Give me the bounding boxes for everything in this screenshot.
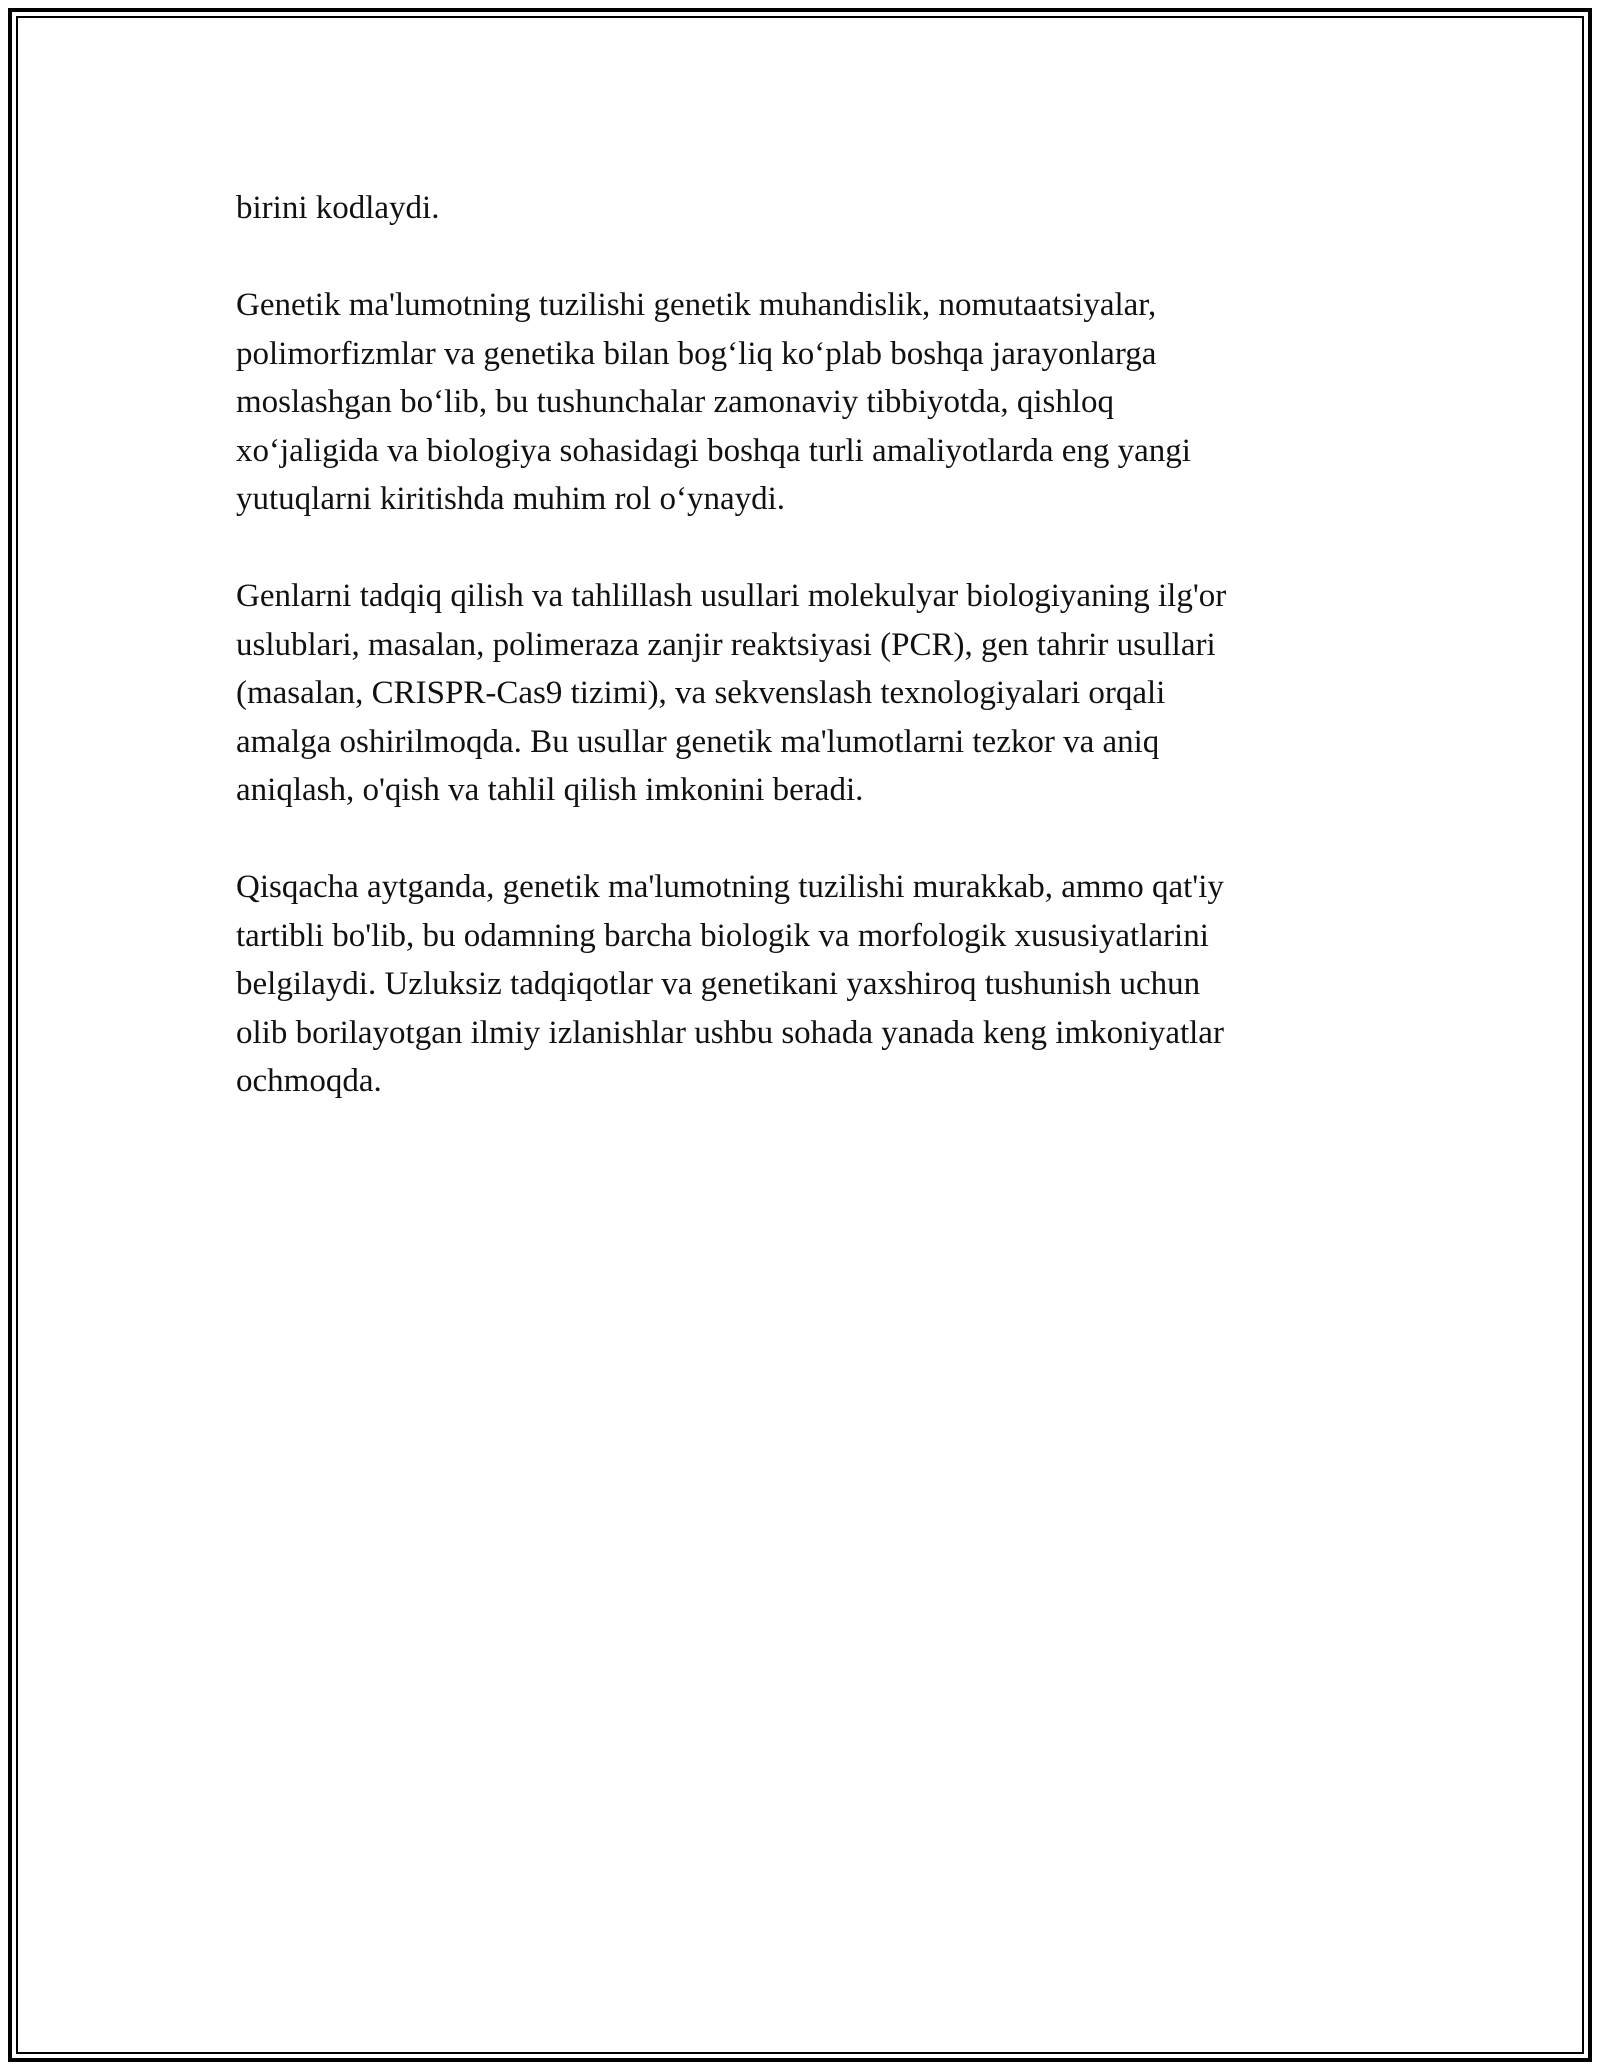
text-line: birini kodlaydi.: [236, 190, 440, 226]
text-line: Genetik ma'lumotning tuzilishi genetik muhandislik, nomutaatsiyalar,: [236, 287, 1157, 323]
paragraph-continuation: [236, 184, 1376, 233]
text-line: polimorfizmlar va genetika bilan bog‘liq ko‘plab boshqa jarayonlarga: [236, 335, 1157, 372]
text-line: xo‘jaligida va biologiya sohasidagi boshqa turli amaliyotlarda eng yangi: [236, 432, 1191, 469]
paragraph-summary: [236, 863, 1376, 1106]
document-body: [236, 184, 1376, 1154]
text-line: (masalan, CRISPR-Cas9 tizimi), va sekvenslash texnologiyalari orqali: [236, 675, 1166, 711]
text-line: uslublari, masalan, polimeraza zanjir reaktsiyasi (PCR), gen tahrir usullari: [236, 626, 1216, 663]
text-line: olib borilayotgan ilmiy izlanishlar ushbu sohada yanada keng imkoniyatlar: [236, 1014, 1224, 1051]
text-line: yutuqlarni kiritishda muhim rol o‘ynaydi.: [236, 481, 786, 517]
text-line: Genlarni tadqiq qilish va tahlillash usullari molekulyar biologiyaning ilg'or: [236, 578, 1227, 614]
text-line: aniqlash, o'qish va tahlil qilish imkonini beradi.: [236, 772, 864, 808]
text-line: tartibli bo'lib, bu odamning barcha biologik va morfologik xususiyatlarini: [236, 917, 1209, 954]
text-line: belgilaydi. Uzluksiz tadqiqotlar va genetikani yaxshiroq tushunish uchun: [236, 966, 1201, 1002]
text-line: ochmoqda.: [236, 1063, 382, 1099]
text-line: Qisqacha aytganda, genetik ma'lumotning tuzilishi murakkab, ammo qat'iy: [236, 869, 1224, 905]
text-line: moslashgan bo‘lib, bu tushunchalar zamonaviy tibbiyotda, qishloq: [236, 384, 1115, 420]
paragraph-research-methods: [236, 572, 1376, 815]
text-line: amalga oshirilmoqda. Bu usullar genetik ma'lumotlarni tezkor va aniq: [236, 723, 1160, 760]
paragraph-genetic-info-structure: [236, 281, 1376, 524]
